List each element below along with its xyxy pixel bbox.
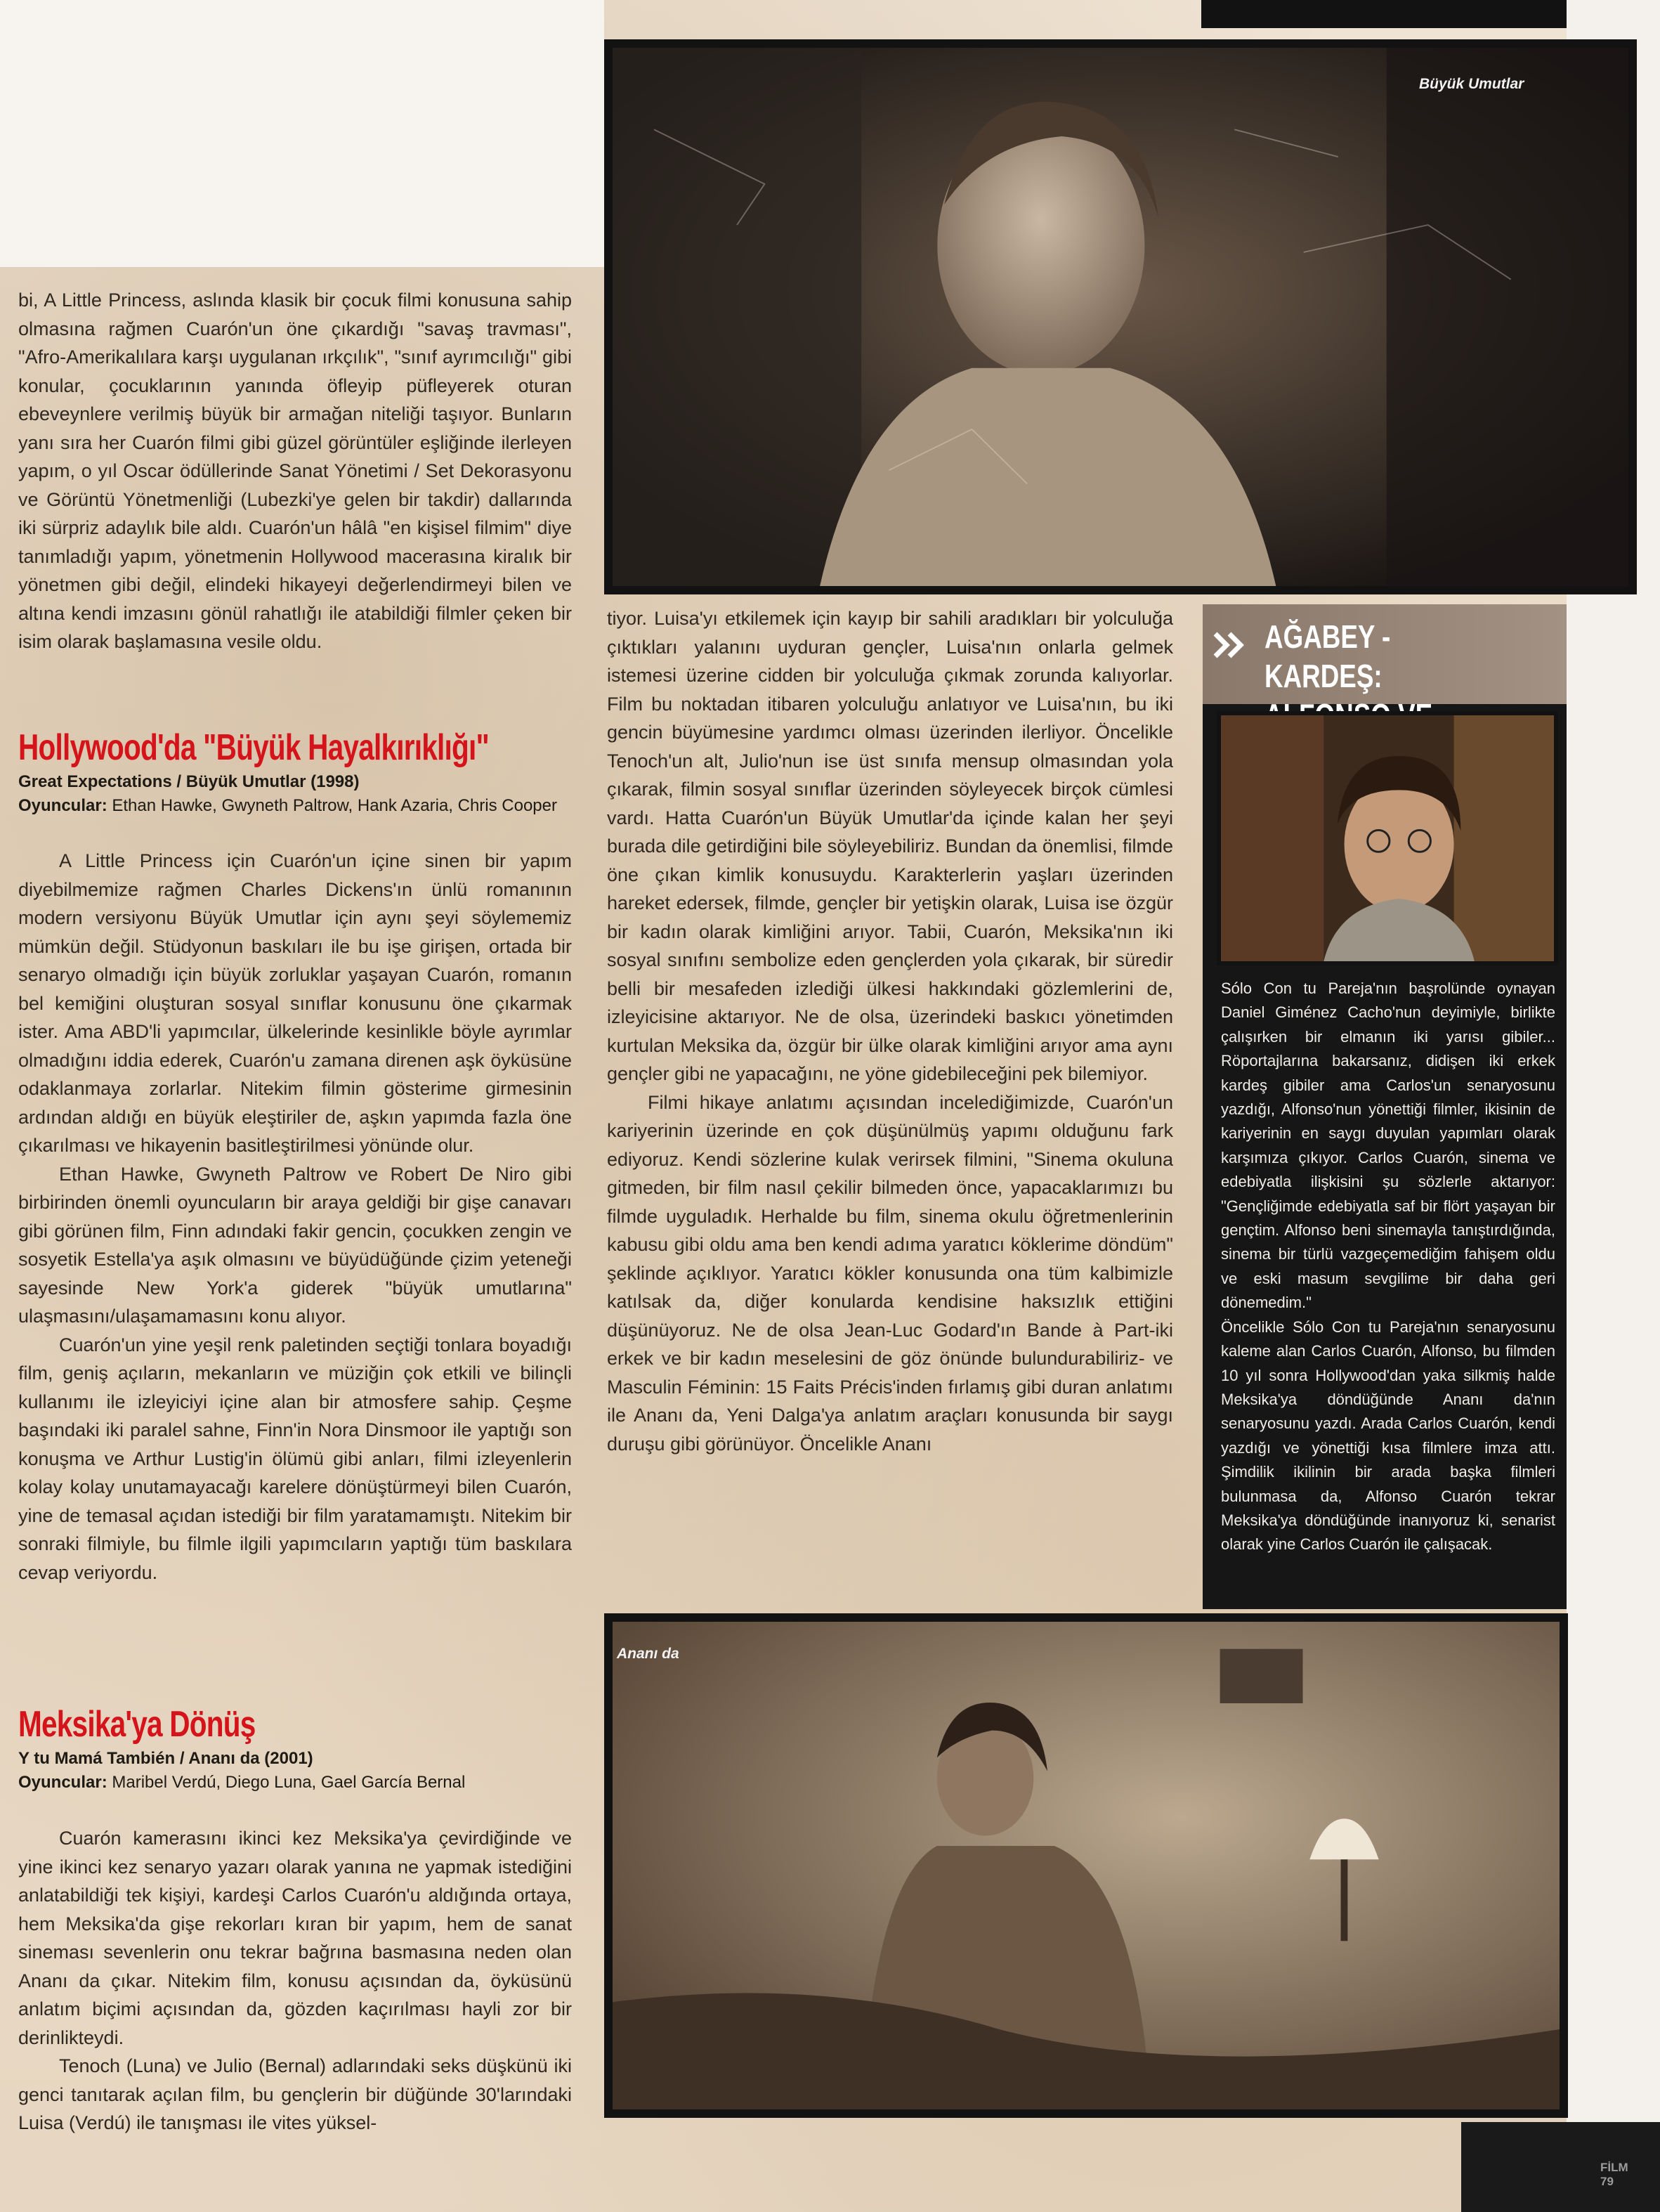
sidebar-title: AĞABEY - KARDEŞ: xyxy=(1264,618,1391,694)
photo-great-expectations xyxy=(604,39,1637,594)
paragraph: A Little Princess için Cuarón'un içine sinen bir yapım diyebilmemize rağmen Charles Dickens'ın ünlü romanının modern versiyonu Büyük Umutlar için aynı şeyi söylememiz mümkün değil. Stüdyonun baskıları ile bu işe girişen, ortada bir senaryo olmadığı için büyük zorluklar yaşayan Cuarón, romanın bel kemiğini oluşturan sosyal sınıflar konusunu öne çıkarmak ister. Ama ABD'li yapımcılar, ülkelerinde kesinlikle böyle ayrımlar olmadığını iddia ederek, Cuarón'u zamana direnen aşk öyküsüne odaklanmaya zorlarlar. Nitekim filmin gösterime girmesinin ardından aldığı en büyük eleştiriler de, aşkın yapımda fazla öne çıkarılması ve hikayenin basitleştirilmesi yönünde olur. xyxy=(18,850,572,1156)
cast-list: Ethan Hawke, Gwyneth Paltrow, Hank Azaria, Chris Cooper xyxy=(112,796,557,815)
paragraph: Ethan Hawke, Gwyneth Paltrow ve Robert De Niro gibi birbirinden önemli oyuncuların bir araya geldiği bir gişe canavarı gibi görünen film, Finn adındaki fakir gencin, çocukken zengin ve sosyetik Estella'ya aşık olmasını ve büyüdüğünde çizim yeteneği sayesinde New York'a giderek "büyük umutlarına" ulaşmasını/ulaşamamasını konu alıyor. xyxy=(18,1163,572,1327)
page-footer xyxy=(1600,2161,1628,2189)
paragraph: Sólo Con tu Pareja'nın başrolünde oynayan Daniel Giménez Cacho'nun deyimiyle, birlikte çalışırken bir elmanın iki yarısı gibiler... Röportajlarına bakarsanız, didişen iki erkek kardeş gibiler ama Carlos'un senaryosunu yazdığı, Alfonso'nun yönettiği filmler, ikisinin de kariyerinin en saygı duyulan yapımları olarak karşımıza çıkıyor. Carlos Cuarón, sinema ve edebiyatla ilişkisini şu sözlerle aktarıyor: "Gençliğimde edebiyatla saf bir flört yaşayan bir gençtim. Alfonso beni sinemayla tanıştırdığında, sinema bir türlü vazgeçemediğim fahişem oldu ve eski masum sevgilime bir daha geri dönemedim." xyxy=(1221,980,1555,1312)
paragraph: Cuarón kamerasını ikinci kez Meksika'ya çevirdiğinde ve yine ikinci kez senaryo yazarı olarak yanına ne yapmak istediğini anlatabildiği tek kişiyi, kardeşi Carlos Cuarón'u aldığında ortaya, hem Meksika'da gişe rekorları kıran bir yapım, hem de sanat sineması sevenlerin onu tekrar bağrına basmasına neden olan Ananı da çıkar. Nitekim film, konusu açısından da, öyküsünü anlatım biçimi açısından da, gözden kaçırılması hayli zor bir derinlikteydi. xyxy=(18,1828,572,2048)
paragraph: Tenoch (Luna) ve Julio (Bernal) adlarındaki seks düşkünü iki genci tanıtarak açılan film, bu gençlerin bir düğünde 30'larındaki Luisa (Verdú) ile tanışması ile vites yüksel- xyxy=(18,2055,572,2133)
paragraph: Filmi hikaye anlatımı açısından incelediğimizde, Cuarón'un kariyerinin üzerinde en çok düşünülmüş yapımı olduğunu fark ediyoruz. Kendi sözlerine kulak verirsek filmini, "Sinema okuluna gitmeden, bir film nasıl çekilir bilmeden önce, yapacaklarımızı bu filmde uyguladık. Herhalde bu film, sinema okulu öğretmenlerinin kabusu gibi oldu ama ben kendi adıma yaratıcı köklerime döndüm" şeklinde açıklıyor. Yaratıcı kökler konusunda ona tüm kalbimizle katılsak da, diğer konularda kendisine haksızlık ettiğini düşünüyoruz. Ne de olsa Jean-Luc Godard'ın Bande à Part-iki erkek ve bir kadın meselesini de göz önünde bulundurabiliriz- ve Masculin Féminin: 15 Faits Précis'inden fırlamış gibi duran anlatımı ile Ananı da, Yeni Dalga'ya anlatım araçları konusunda bir saygı duruşu gibi görünüyor. Öncelikle Ananı xyxy=(607,1091,1173,1455)
photo-image xyxy=(613,48,1628,586)
magazine-name: FİLM xyxy=(1600,2161,1628,2174)
film-subtitle: Y tu Mamá También / Ananı da (2001) xyxy=(18,1749,313,1768)
cast-label: Oyuncular: xyxy=(18,1773,107,1792)
left-mexico-text xyxy=(18,1824,572,2138)
photo-anani-da xyxy=(604,1613,1568,2118)
double-chevron-icon xyxy=(1210,624,1252,666)
page-number: 79 xyxy=(1600,2175,1614,2188)
photo-caption: Büyük Umutlar xyxy=(1419,76,1524,92)
middle-column-text xyxy=(607,604,1173,1458)
paragraph: Öncelikle Sólo Con tu Pareja'nın senaryosunu kaleme alan Carlos Cuarón, Alfonso, bu filmden 10 yıl sonra Hollywood'dan yaka silkmiş halde Meksika'ya döndüğünde Ananı da'nın senaryosunu yazdı. Arada Carlos Cuarón, kendi yazdığı ve yönettiği kısa filmlere imza attı. Şimdilik ikilinin bir arada başka filmleri bulunmasa da, Alfonso Cuarón tekrar Meksika'ya döndüğünde inanıyoruz ki, senarist olarak yine Carlos Cuarón ile çalışacak. xyxy=(1221,1318,1555,1554)
bottom-corner-block xyxy=(1461,2122,1660,2212)
photo-image xyxy=(1221,715,1554,961)
section-credits xyxy=(18,1747,465,1795)
section-credits xyxy=(18,770,557,818)
top-margin xyxy=(0,0,604,267)
cast-list: Maribel Verdú, Diego Luna, Gael García Bernal xyxy=(112,1773,466,1792)
paragraph: Cuarón'un yine yeşil renk paletinden seçtiği tonlara boyadığı film, geniş açıların, mekanların ve müziğin çok etkili ve bilinçli kullanımı ile izleyiciyi içine alan bir atmosfere sahip. Çeşme başındaki iki paralel sahne, Finn'in Nora Dinsmoor ile yaptığı son konuşma ve Arthur Lustig'in ölümü gibi anları, filmi izleyenlerin kolay kolay unutamayacağı karelere dönüştürmeyi bilen Cuarón, yine de temasal açıdan istediği bir film yaratamamıştı. Nitekim bir sonraki filmiyle, bu filmle ilgili yapımcıların yaptığı tüm baskılara cevap veriyordu. xyxy=(18,1334,572,1583)
photo-caption: Ananı da xyxy=(617,1646,679,1662)
section-title-mexico: Meksika'ya Dönüş xyxy=(18,1704,256,1745)
film-subtitle: Great Expectations / Büyük Umutlar (1998) xyxy=(18,772,360,791)
left-great-expectations-text xyxy=(18,847,572,1587)
left-intro-text xyxy=(18,286,572,656)
sidebar-text xyxy=(1221,977,1555,1557)
photo-carlos-cuaron xyxy=(1217,711,1558,965)
paragraph: bi, A Little Princess, aslında klasik bir çocuk filmi konusuna sahip olmasına rağmen Cuarón'un öne çıkardığı "savaş travması", "Afro-Amerikalılara karşı uygulanan ırkçılık", "sınıf ayrımcılığı" gibi konular, çocuklarının yanında öfleyip püfleyerek oturan ebeveynlere verilmiş büyük bir armağan niteliği taşıyor. Bunların yanı sıra her Cuarón filmi gibi güzel görüntüler eşliğinde ilerleyen yapım, o yıl Oscar ödüllerinde Sanat Yönetimi / Set Dekorasyonu ve Görüntü Yönetmenliği (Lubezki'ye gelen bir takdir) dallarında iki sürpriz adaylık bile aldı. Cuarón'un hâlâ "en kişisel filmim" diye tanımladığı yapım, yönetmenin Hollywood macerasına kiralık bir yönetmen gibi değil, elindeki hikayeyi değerlendirmeyi bilen ve altına kendi imzasını gönül rahatlığı ile atabildiği filmler çeken bir isim olarak başlamasına vesile oldu. xyxy=(18,289,572,652)
cast-label: Oyuncular: xyxy=(18,796,107,815)
paragraph: tiyor. Luisa'yı etkilemek için kayıp bir sahili aradıkları bir yolculuğa çıktıkları yalanını uyduran gençler, Luisa'nın onlarla gelmek istemesi üzerine cidden bir yolculuğa çıkmak zorunda kalıyorlar. Film bu noktadan itibaren yolculuğu anlatıyor ve Luisa'nın, bu iki gencin büyümesine yardımcı olması üzerinden ilerliyor. Öncelikle Tenoch'un alt, Julio'nun ise üst sınıfa mensup olmasından yola çıkarak, filmin sosyal sınıflar üzerinden söyleyecek birçok cümlesi vardı. Hatta Cuarón'un Büyük Umutlar'da içinde kalan her şeyi burada dile getirdiğini bile söyleyebiliriz. Bundan da önemlisi, filmde öne çıkan kimlik konusuydu. Karakterlerin yaşları üzerinden hareket edersek, filmde, gençler bir yetişkin olarak, Luisa ise özgür bir kadın olarak kimliğini arıyor. Tabii, Cuarón, Meksika'nın iki sosyal sınıfını sembolize eden gençlerden yola çıkarak, bir süredir belli bir mesafeden izlediği ülkesi hakkındaki gözlemlerini de, izleyicisine aktarıyor. Ne de olsa, üzerindeki baskıcı yönetimden kurtulan Meksika da, özgür bir ülke olarak kimliğini arıyor ama aynı gençler gibi ne yapacağını, ne yöne gidebileceğini pek bilemiyor. xyxy=(607,608,1173,1084)
section-title-hollywood: Hollywood'da "Büyük Hayalkırıklığı" xyxy=(18,727,489,768)
photo-image xyxy=(613,1622,1560,2109)
